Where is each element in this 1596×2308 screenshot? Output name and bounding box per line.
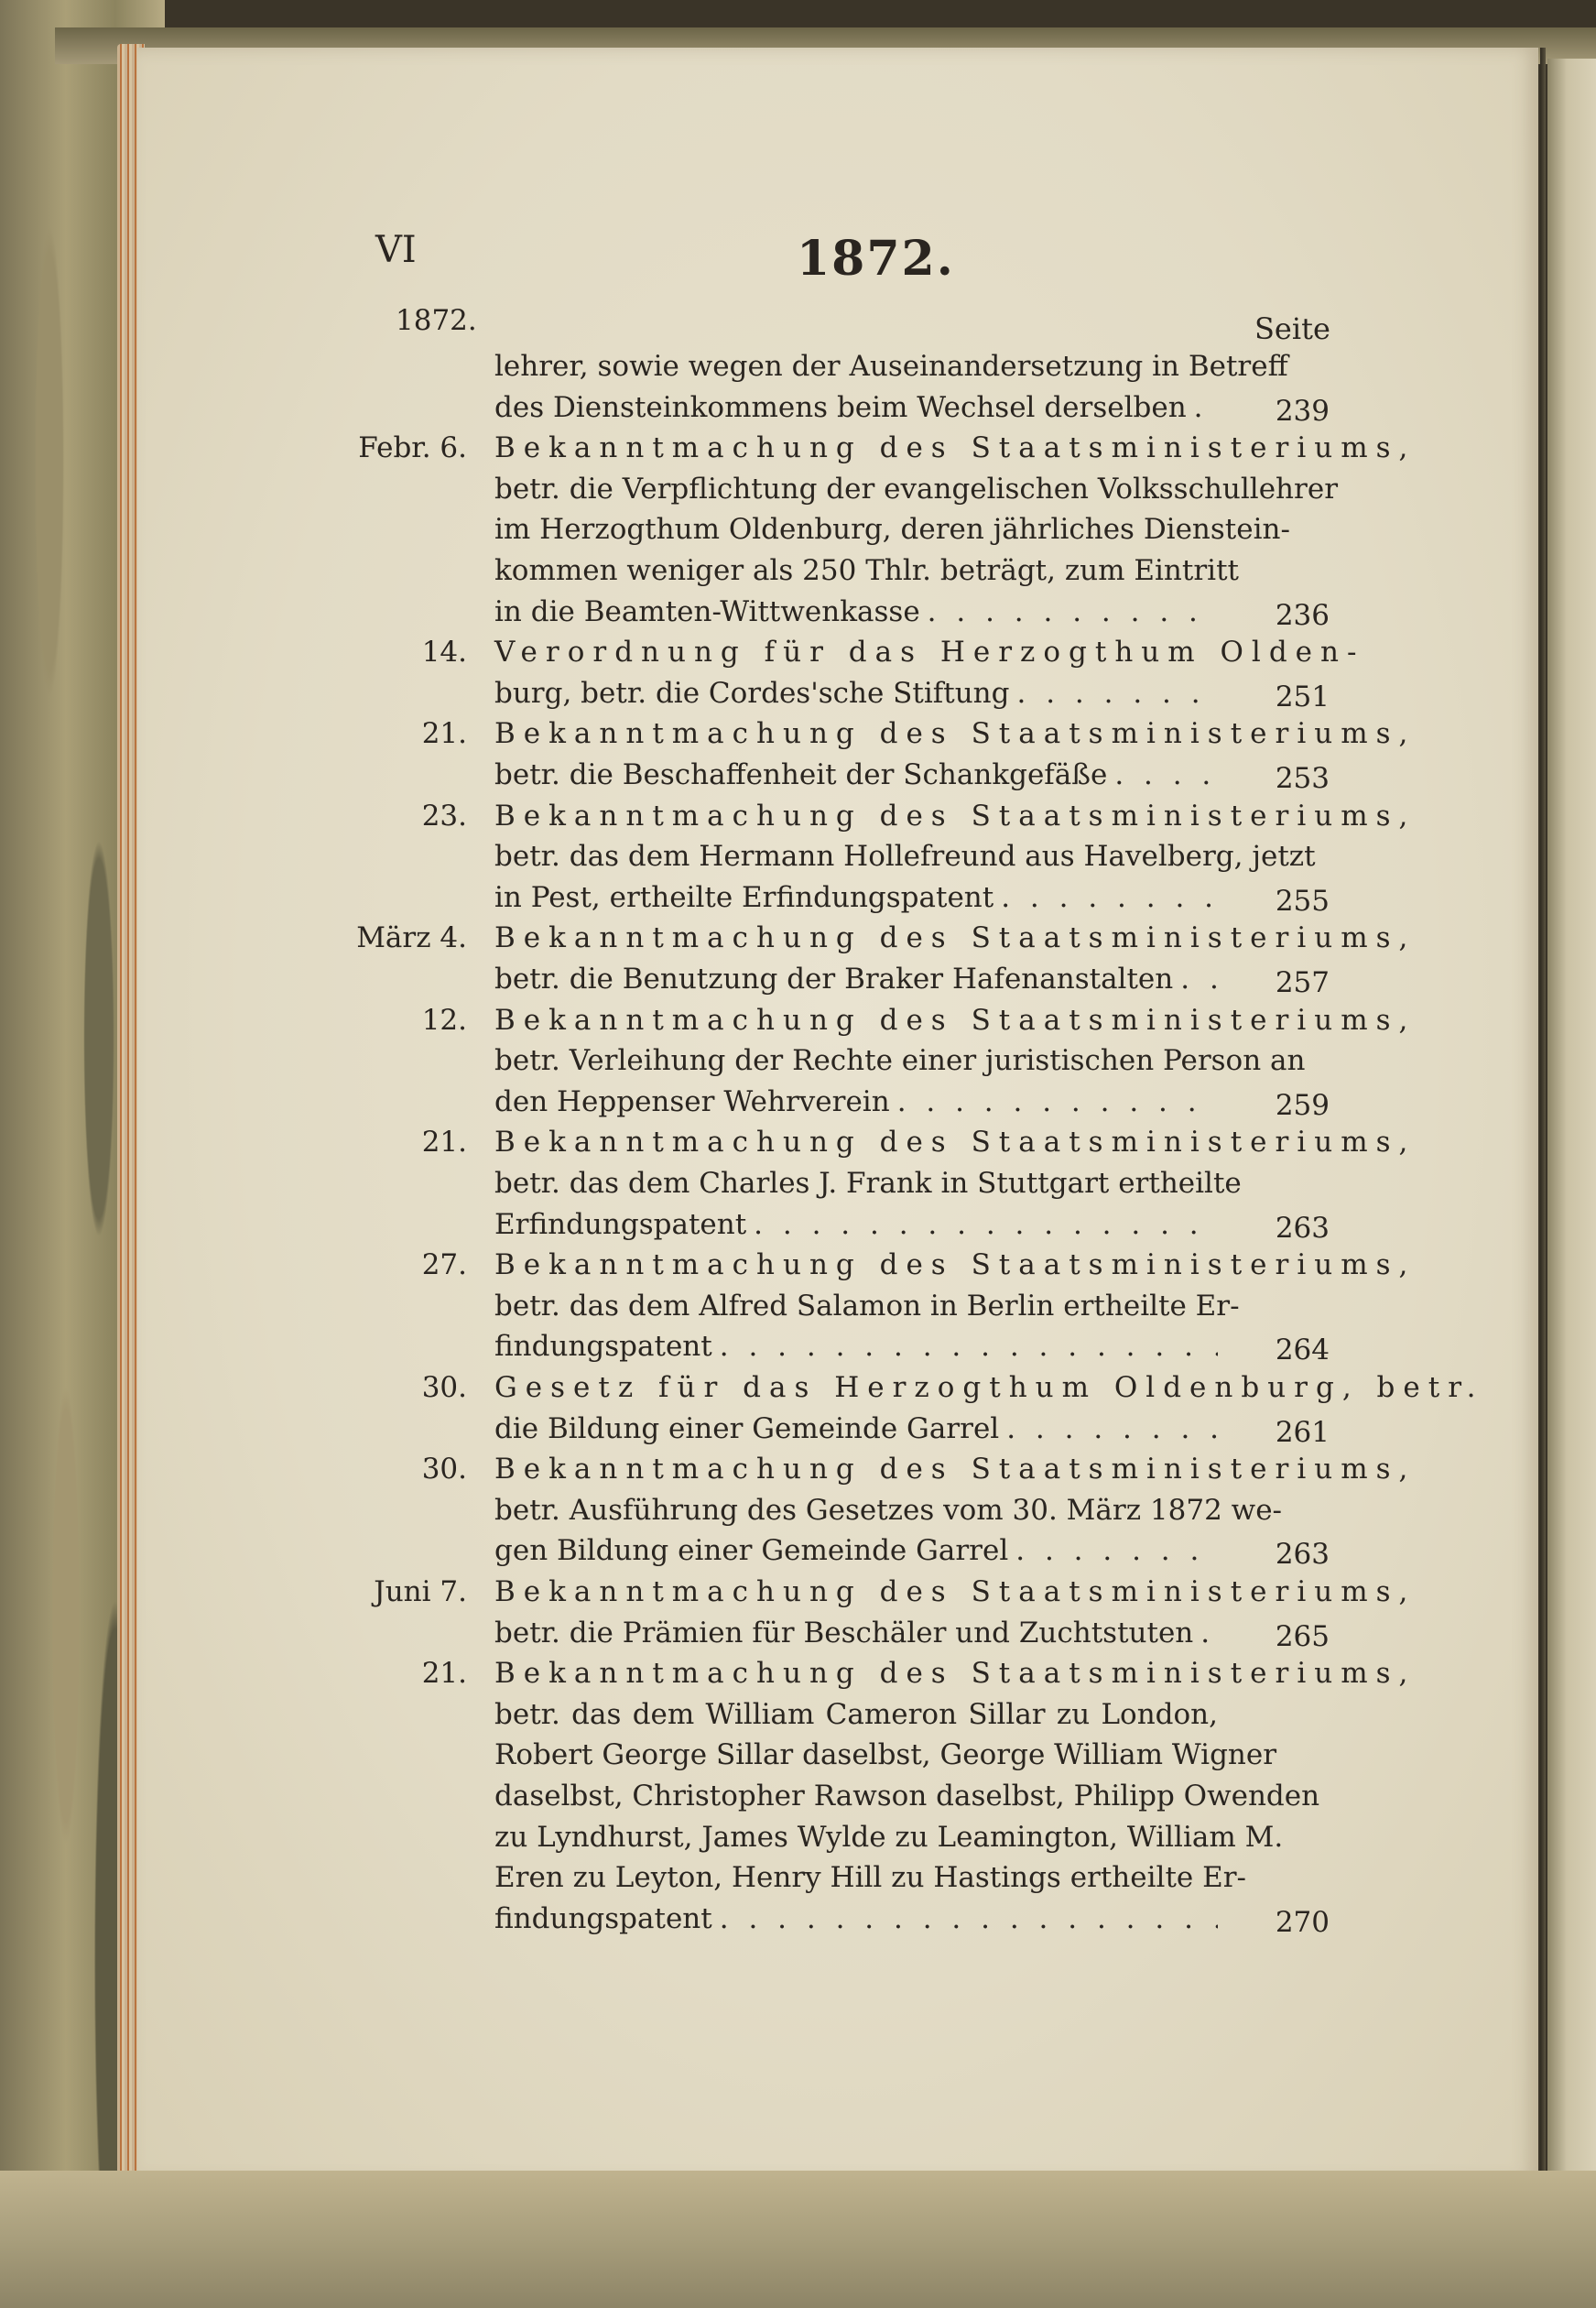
entry-text: Bekanntmachung des Staatsministeriums, (494, 1126, 1417, 1159)
entry-date: 30. (421, 1453, 467, 1486)
entry-text: gen Bildung einer Gemeinde Garrel (494, 1534, 1009, 1568)
entry-date: März 4. (356, 921, 467, 955)
dot-leader (1194, 394, 1218, 422)
dot-leader (754, 1211, 1218, 1239)
entry-text-line (494, 1575, 1417, 1608)
entry-text: Bekanntmachung des Staatsministeriums, (494, 1657, 1417, 1691)
entry-date: 14. (421, 636, 467, 670)
entry-text: betr. das dem Charles J. Frank in Stuttgart ertheilte (494, 1167, 1242, 1200)
entry-text-line (494, 554, 1240, 587)
entry-text-line (494, 1411, 1218, 1445)
entry-text-line (494, 921, 1417, 955)
entry-text: Gesetz für das Herzogthum Oldenburg, betr. (494, 1371, 1484, 1404)
entry-page-number: 263 (1275, 1211, 1330, 1245)
entry-text: Verordnung für das Herzogthum Olden- (494, 636, 1365, 670)
entry-text-line (494, 1044, 1306, 1078)
entry-text: zu Lyndhurst, James Wylde zu Leamington, William M. (494, 1820, 1284, 1854)
entry-text: im Herzogthum Oldenburg, deren jährliches Dienstein- (494, 513, 1290, 547)
entry-text-line (494, 390, 1218, 424)
entry-text-line (494, 965, 1218, 994)
dot-leader (720, 1905, 1218, 1933)
entry-text-line (494, 594, 1218, 628)
entry-text-line (494, 431, 1417, 465)
entry-text-line (494, 676, 1218, 710)
entry-text: betr. die Benutzung der Braker Hafenanstalten (494, 963, 1174, 996)
entry-page-number: 264 (1275, 1334, 1330, 1367)
entry-text-line (494, 636, 1365, 670)
entry-text: betr. Ausführung des Gesetzes vom 30. März 1872 we- (494, 1493, 1283, 1527)
entry-page-number: 255 (1275, 884, 1330, 918)
entry-text-line (494, 840, 1316, 874)
entry-date: 21. (421, 1657, 467, 1691)
entry-text-line (494, 513, 1290, 547)
entry-text-line (494, 717, 1417, 751)
entry-text: lehrer, sowie wegen der Auseinandersetzung in Betreff (494, 350, 1288, 383)
dot-leader (1001, 884, 1218, 912)
column-year-heading: 1872. (396, 304, 477, 337)
entry-text: daselbst, Christopher Rawson daselbst, Philipp Owenden (494, 1780, 1320, 1813)
entry-date: 30. (421, 1371, 467, 1404)
entry-date: 21. (421, 1126, 467, 1159)
entry-text: Bekanntmachung des Staatsministeriums, (494, 431, 1417, 465)
entry-text-line (494, 1820, 1284, 1854)
entry-text-line (494, 1248, 1417, 1282)
entry-text-line (494, 1453, 1417, 1486)
entry-text: findungspatent (494, 1901, 712, 1935)
entry-text-line (494, 1697, 1218, 1731)
entry-text-line (494, 1126, 1417, 1159)
entry-page-number: 265 (1275, 1619, 1330, 1653)
entry-text: betr. das dem William Cameron Sillar zu London, (494, 1697, 1218, 1731)
entry-text-line (494, 799, 1417, 833)
entry-text-line (494, 880, 1218, 914)
entry-page-number: 257 (1275, 966, 1330, 999)
entry-date: Febr. 6. (358, 431, 467, 465)
entry-text-line (494, 1901, 1218, 1935)
entry-text: betr. die Prämien für Beschäler und Zuchtstuten (494, 1616, 1194, 1649)
entry-text-line (494, 472, 1339, 506)
entry-text: in Pest, ertheilte Erfindungspatent (494, 880, 994, 914)
column-page-heading: Seite (1254, 311, 1330, 346)
entry-text: Bekanntmachung des Staatsministeriums, (494, 1248, 1417, 1282)
entry-text: den Heppenser Wehrverein (494, 1084, 890, 1118)
dot-leader (1180, 965, 1218, 994)
entry-text: Bekanntmachung des Staatsministeriums, (494, 799, 1417, 833)
entry-text: burg, betr. die Cordes'sche Stiftung (494, 676, 1010, 710)
entry-text: betr. das dem Hermann Hollefreund aus Havelberg, jetzt (494, 840, 1316, 874)
entry-text: betr. die Beschaffenheit der Schankgefäße (494, 758, 1108, 791)
page-title: 1872. (797, 231, 955, 287)
entry-text: Bekanntmachung des Staatsministeriums, (494, 921, 1417, 955)
dot-leader (1006, 1415, 1218, 1443)
entry-text-line (494, 1493, 1283, 1527)
entry-text-line (494, 758, 1218, 791)
entry-text: Erfindungspatent (494, 1207, 747, 1241)
entry-page-number: 270 (1275, 1905, 1330, 1939)
entry-text: kommen weniger als 250 Thlr. beträgt, zum Eintritt (494, 554, 1240, 587)
entry-page-number: 239 (1275, 394, 1330, 428)
entry-date: 12. (421, 1003, 467, 1037)
entry-text: in die Beamten-Wittwenkasse (494, 594, 920, 628)
entry-text-line (494, 1534, 1218, 1568)
entry-page-number: 236 (1275, 598, 1330, 632)
entry-text-line (494, 1003, 1417, 1037)
entry-text-line (494, 350, 1288, 383)
dot-leader (1016, 680, 1218, 708)
entry-page-number: 251 (1275, 680, 1330, 713)
entry-text-line (494, 1207, 1218, 1241)
entry-text: Bekanntmachung des Staatsministeriums, (494, 1453, 1417, 1486)
entry-page-number: 263 (1275, 1538, 1330, 1572)
entry-date: 21. (421, 717, 467, 751)
entry-text-line (494, 1167, 1242, 1200)
entry-text-line (494, 1616, 1218, 1649)
entry-text-line (494, 1861, 1247, 1895)
dot-leader (928, 598, 1218, 626)
entry-date: 27. (421, 1248, 467, 1282)
entry-page-number: 259 (1275, 1088, 1330, 1122)
entry-text-line (494, 1738, 1277, 1772)
entry-text: betr. Verleihung der Rechte einer juristischen Person an (494, 1044, 1306, 1078)
entry-text-line (494, 1330, 1218, 1364)
entry-page-number: 261 (1275, 1415, 1330, 1449)
dot-leader (1200, 1619, 1218, 1648)
entry-text: Robert George Sillar daselbst, George William Wigner (494, 1738, 1277, 1772)
entry-text: betr. das dem Alfred Salamon in Berlin ertheilte Er- (494, 1289, 1240, 1323)
entry-text-line (494, 1371, 1484, 1404)
entry-date: Juni 7. (374, 1575, 467, 1608)
dot-leader (1114, 761, 1218, 789)
entry-text-line (494, 1084, 1218, 1118)
entry-text-line (494, 1657, 1417, 1691)
dot-leader (1015, 1537, 1218, 1565)
entry-page-number: 253 (1275, 762, 1330, 795)
entry-text-line (494, 1289, 1240, 1323)
page-number: VI (375, 229, 417, 271)
entry-text: Bekanntmachung des Staatsministeriums, (494, 1003, 1417, 1037)
entry-text: Bekanntmachung des Staatsministeriums, (494, 717, 1417, 751)
entry-text-line (494, 1780, 1320, 1813)
entry-date: 23. (421, 799, 467, 833)
entry-text: des Diensteinkommens beim Wechsel derselben (494, 390, 1187, 424)
entry-text: die Bildung einer Gemeinde Garrel (494, 1411, 1000, 1445)
entry-text: Bekanntmachung des Staatsministeriums, (494, 1575, 1417, 1608)
entry-text: findungspatent (494, 1330, 712, 1364)
entry-text: Eren zu Leyton, Henry Hill zu Hastings ertheilte Er- (494, 1861, 1247, 1895)
dot-leader (720, 1333, 1218, 1361)
dot-leader (897, 1088, 1218, 1116)
entry-text: betr. die Verpflichtung der evangelischen Volksschullehrer (494, 472, 1339, 506)
